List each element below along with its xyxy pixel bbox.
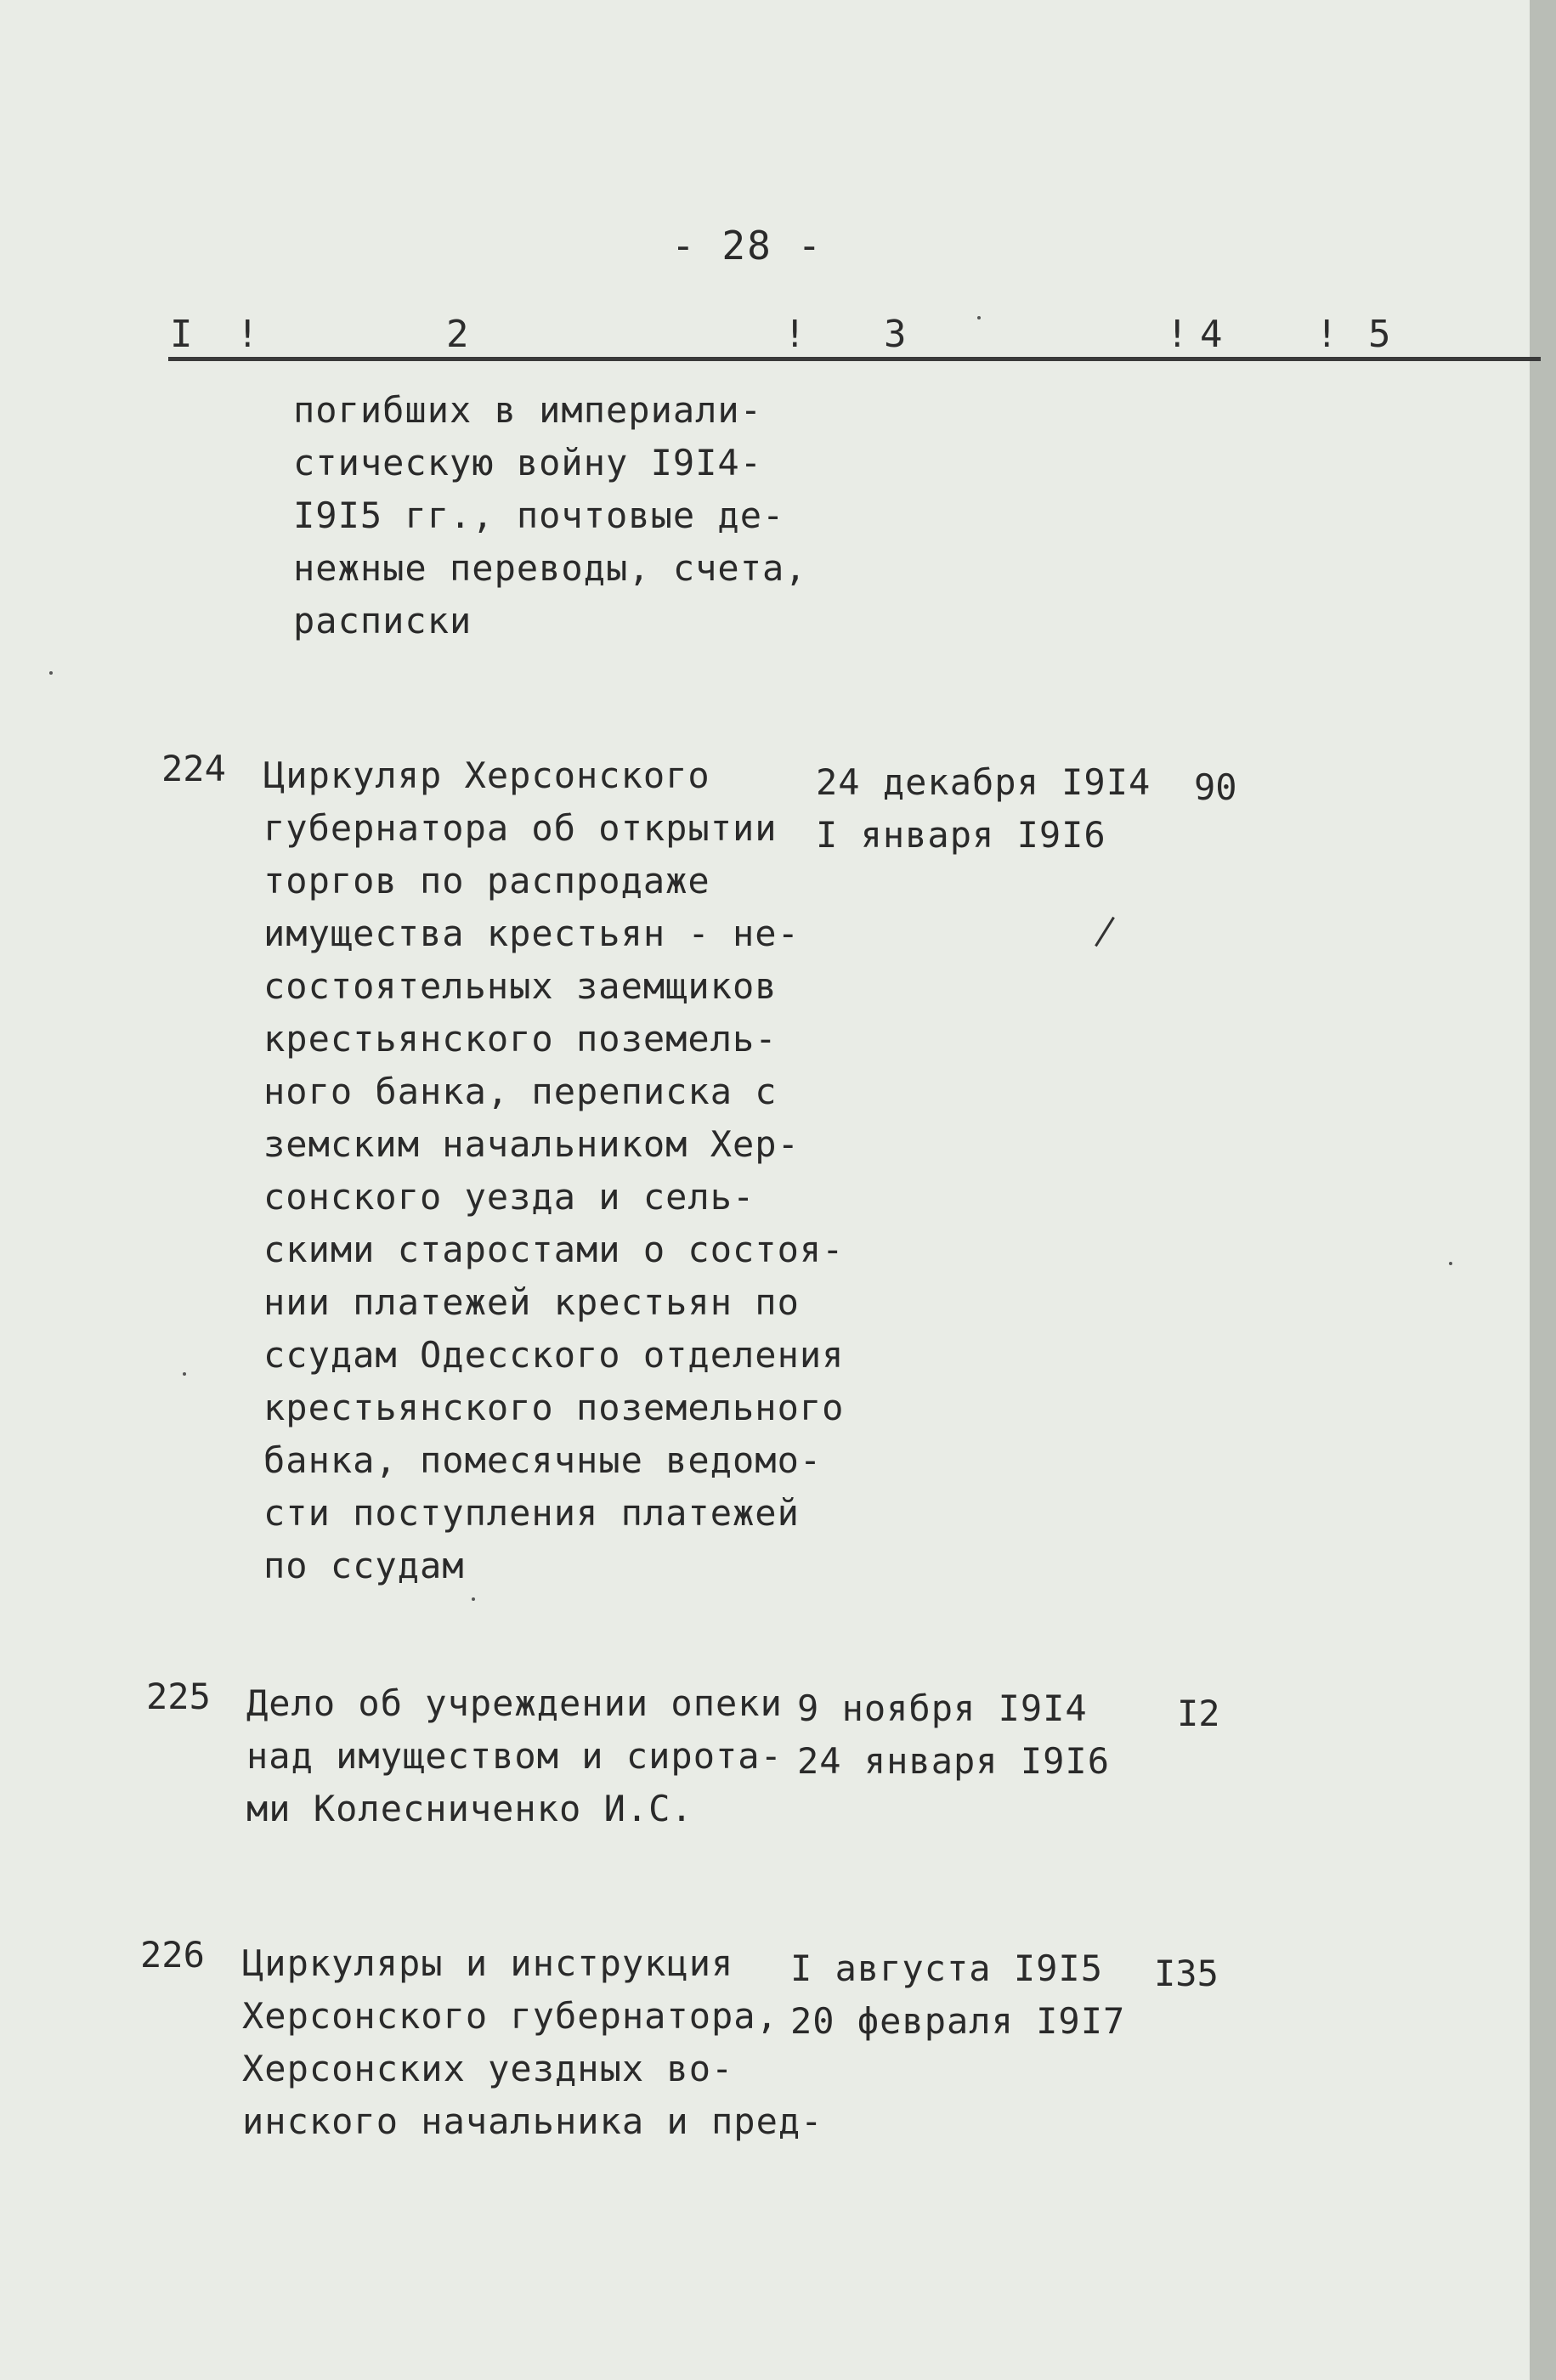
pen-mark <box>1095 917 1115 947</box>
entry-title-line: состоятельных заемщиков <box>263 965 778 1007</box>
continuation-line: расписки <box>293 600 472 642</box>
continuation-line: стическую войну I9I4- <box>293 442 763 483</box>
entry-title-line: скими старостами о состоя- <box>263 1229 845 1270</box>
entry-title-line: торгов по распродаже <box>263 860 710 902</box>
page-number: - 28 - <box>671 223 823 269</box>
entry-title-line: земским начальником Хер- <box>263 1123 800 1165</box>
entry-title-line: Херсонского губернатора, <box>242 1995 778 2037</box>
continuation-line: I9I5 гг., почтовые де- <box>293 495 785 536</box>
paper-speck <box>977 316 981 319</box>
column-header-3: 3 <box>884 313 907 356</box>
entry-date-end: I января I9I6 <box>816 814 1106 856</box>
entry-title-line: ми Колесниченко И.С. <box>246 1788 693 1829</box>
entry-title-line: инского начальника и пред- <box>242 2100 823 2142</box>
paper-speck <box>1449 1262 1452 1265</box>
column-header-1: I <box>170 313 193 356</box>
column-separator-1: ! <box>236 313 259 356</box>
entry-sheets: I2 <box>1177 1693 1220 1734</box>
entry-number: 224 <box>161 748 226 789</box>
entry-title-line: Дело об учреждении опеки <box>246 1682 783 1724</box>
entry-title-line: ного банка, переписка с <box>263 1071 778 1112</box>
entry-title-line: имущества крестьян - не- <box>263 913 800 954</box>
entry-date-start: I августа I9I5 <box>790 1948 1104 1989</box>
entry-number: 226 <box>140 1934 205 1976</box>
entry-date-end: 24 января I9I6 <box>797 1740 1111 1782</box>
entry-date-start: 24 декабря I9I4 <box>816 761 1151 803</box>
column-header-4: 4 <box>1200 313 1223 356</box>
entry-title-line: губернатора об открытии <box>263 807 778 849</box>
header-rule <box>168 357 1541 361</box>
column-header-2: 2 <box>446 313 469 356</box>
column-separator-3: ! <box>1166 313 1189 356</box>
entry-title-line: ссудам Одесского отделения <box>263 1334 845 1376</box>
entry-title-line: Херсонских уездных во- <box>242 2048 734 2089</box>
paper-speck <box>183 1372 186 1376</box>
entry-title-line: по ссудам <box>263 1545 465 1586</box>
column-header-5: 5 <box>1368 313 1391 356</box>
entry-title-line: крестьянского поземельного <box>263 1387 845 1428</box>
entry-title-line: банка, помесячные ведомо- <box>263 1439 823 1481</box>
paper-speck <box>49 671 53 675</box>
paper-speck <box>472 1597 475 1601</box>
entry-title-line: Циркуляр Херсонского <box>263 755 710 796</box>
entry-title-line: Циркуляры и инструкция <box>242 1942 734 1984</box>
entry-title-line: сти поступления платежей <box>263 1492 800 1534</box>
entry-date-end: 20 февраля I9I7 <box>790 2000 1126 2042</box>
entry-title-line: над имуществом и сирота- <box>246 1735 783 1777</box>
entry-sheets: I35 <box>1154 1953 1219 1994</box>
entry-date-start: 9 ноября I9I4 <box>797 1687 1088 1729</box>
continuation-line: нежные переводы, счета, <box>293 547 807 589</box>
entry-title-line: нии платежей крестьян по <box>263 1281 800 1323</box>
entry-title-line: сонского уезда и сель- <box>263 1176 755 1218</box>
continuation-line: погибших в империали- <box>293 389 763 431</box>
entry-title-line: крестьянского поземель- <box>263 1018 778 1060</box>
column-separator-2: ! <box>784 313 806 356</box>
entry-number: 225 <box>146 1676 211 1717</box>
column-separator-4: ! <box>1316 313 1338 356</box>
entry-sheets: 90 <box>1194 766 1237 808</box>
